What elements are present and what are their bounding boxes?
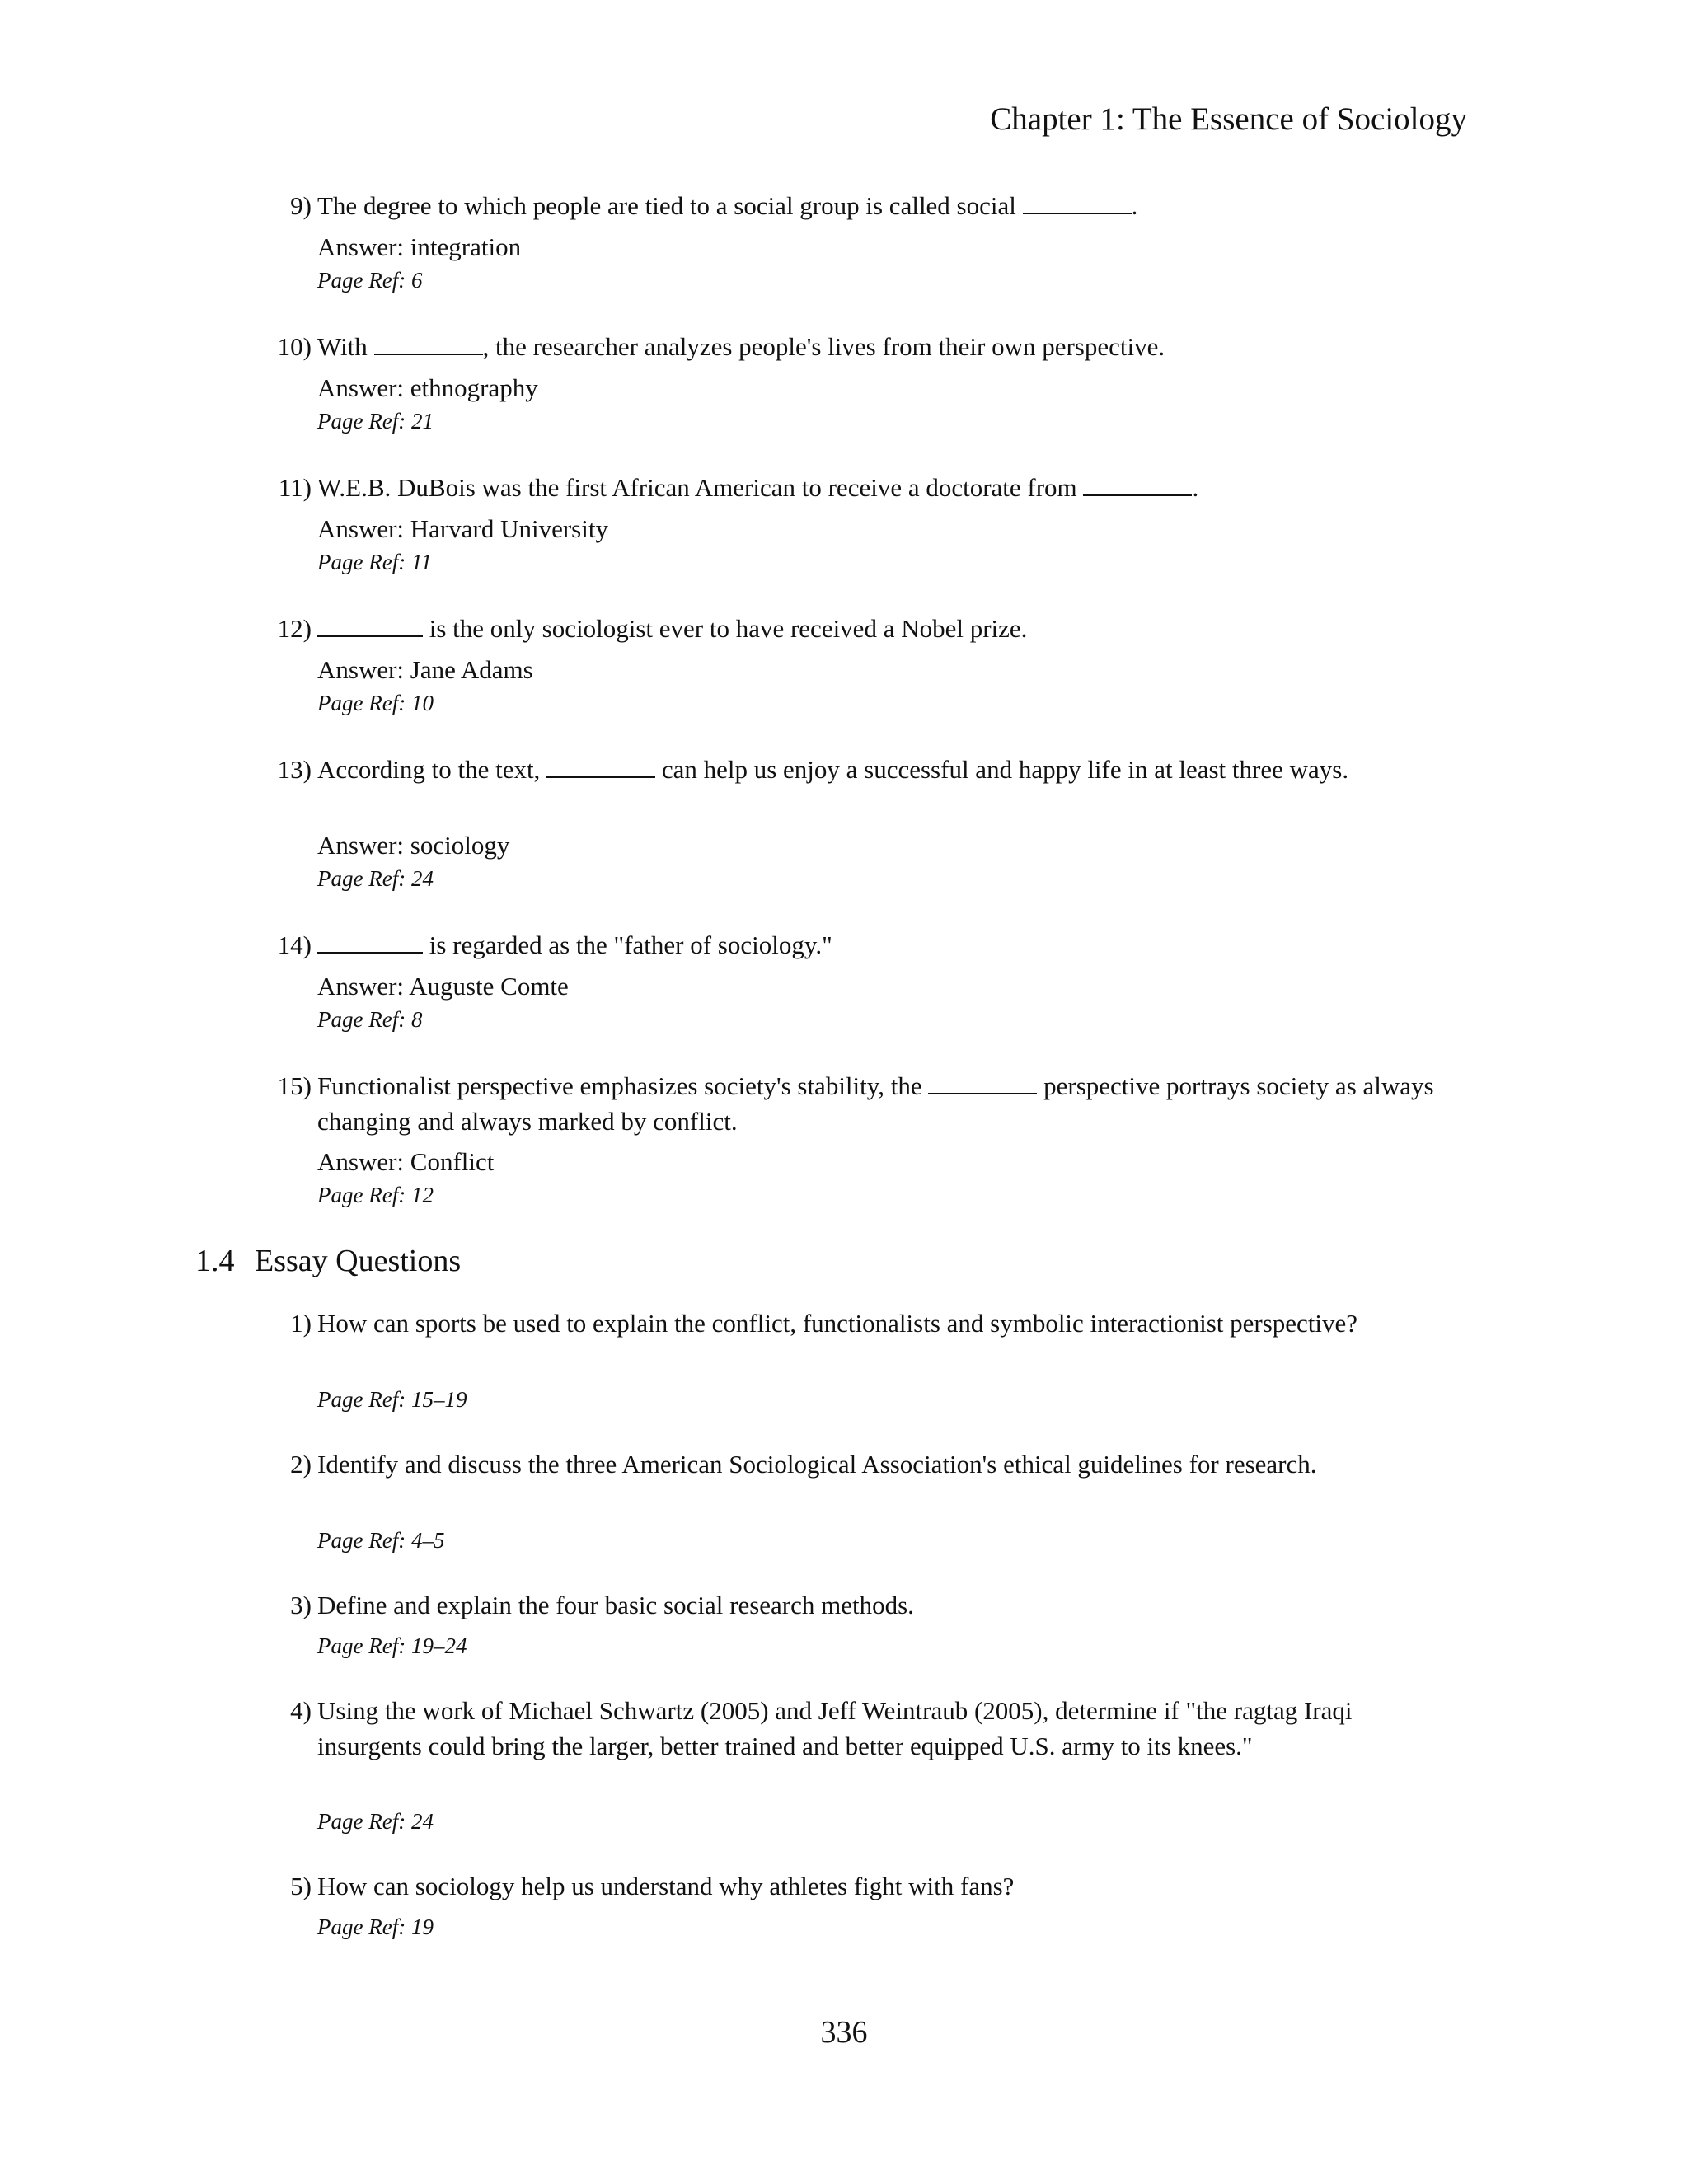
question-text-before: Functionalist perspective emphasizes society's stability, the — [317, 1071, 929, 1100]
question-text-after: is regarded as the "father of sociology." — [423, 930, 832, 959]
question-number: 10) — [277, 332, 312, 361]
question-text — [317, 611, 1438, 646]
answer: Answer: Auguste Comte — [317, 972, 569, 1001]
question-number: 3) — [290, 1591, 312, 1619]
section-title: Essay Questions — [255, 1244, 462, 1278]
question-text: Identify and discuss the three American Sociological Association's ethical guidelines for research. — [317, 1450, 1317, 1479]
question-number: 12) — [277, 614, 312, 643]
chapter-header: Chapter 1: The Essence of Sociology — [990, 101, 1467, 137]
question-number: 15) — [277, 1071, 312, 1100]
question-number: 2) — [290, 1450, 312, 1479]
page-ref: Page Ref: 19 — [317, 1915, 434, 1939]
question-text-before: The degree to which people are tied to a social group is called social — [317, 191, 1023, 220]
page-ref: Page Ref: 12 — [317, 1183, 434, 1207]
page-ref: Page Ref: 24 — [317, 1809, 434, 1834]
question-text — [317, 752, 1438, 787]
page-ref: Page Ref: 15–19 — [317, 1387, 467, 1412]
question-text — [317, 927, 1438, 963]
question-number: 5) — [290, 1872, 312, 1900]
question-text: Using the work of Michael Schwartz (2005) and Jeff Weintraub (2005), determine if "the ragtag Iraqi insurgents could bring the larger, better trained and better equipped U.S. army to its knees." — [317, 1696, 1353, 1760]
question-number: 1) — [290, 1309, 312, 1338]
section-number: 1.4 — [195, 1244, 235, 1278]
answer-blank — [1023, 190, 1132, 214]
question-number: 11) — [278, 473, 312, 502]
question-text-before: With — [317, 332, 374, 361]
page-ref: Page Ref: 21 — [317, 409, 434, 434]
page-ref: Page Ref: 11 — [317, 550, 432, 574]
answer: Answer: Jane Adams — [317, 655, 533, 684]
question-text: How can sociology help us understand why athletes fight with fans? — [317, 1872, 1015, 1900]
answer: Answer: ethnography — [317, 373, 538, 402]
page-ref: Page Ref: 6 — [317, 268, 423, 293]
question-text: Define and explain the four basic social research methods. — [317, 1591, 914, 1619]
question-text-after: . — [1131, 191, 1138, 220]
section-heading — [195, 1243, 461, 1279]
answer: Answer: sociology — [317, 831, 510, 860]
question-text-after: can help us enjoy a successful and happy life in at least three ways. — [655, 755, 1349, 784]
page-ref: Page Ref: 8 — [317, 1007, 423, 1032]
question-text — [317, 470, 1438, 505]
answer-blank — [317, 929, 423, 954]
answer: Answer: Harvard University — [317, 514, 608, 543]
answer-blank — [546, 753, 655, 778]
page-ref: Page Ref: 19–24 — [317, 1633, 467, 1658]
question-number: 9) — [290, 191, 312, 220]
question-number: 4) — [290, 1696, 312, 1725]
answer: Answer: integration — [317, 232, 522, 261]
answer-blank — [1083, 471, 1192, 496]
question-text-after: , the researcher analyzes people's lives from their own perspective. — [482, 332, 1165, 361]
question-text: How can sports be used to explain the conflict, functionalists and symbolic interactionist perspective? — [317, 1309, 1358, 1338]
page-ref: Page Ref: 4–5 — [317, 1528, 445, 1553]
question-number: 13) — [277, 755, 312, 784]
answer: Answer: Conflict — [317, 1147, 495, 1176]
question-number: 14) — [277, 930, 312, 959]
page-ref: Page Ref: 24 — [317, 866, 434, 891]
question-text-before: According to the text, — [317, 755, 547, 784]
question-text — [317, 188, 1438, 223]
question-text-after: perspective portrays society as always changing and always marked by conflict. — [317, 1071, 1434, 1136]
question-text — [317, 329, 1438, 364]
question-text — [317, 1068, 1438, 1139]
answer-blank — [928, 1070, 1037, 1094]
answer-blank — [317, 612, 423, 637]
question-text-after: . — [1192, 473, 1199, 502]
answer-blank — [374, 330, 483, 355]
page-number: 336 — [820, 2015, 868, 2050]
question-text-after: is the only sociologist ever to have received a Nobel prize. — [423, 614, 1028, 643]
page-ref: Page Ref: 10 — [317, 691, 434, 715]
question-text-before: W.E.B. DuBois was the first African American to receive a doctorate from — [317, 473, 1084, 502]
